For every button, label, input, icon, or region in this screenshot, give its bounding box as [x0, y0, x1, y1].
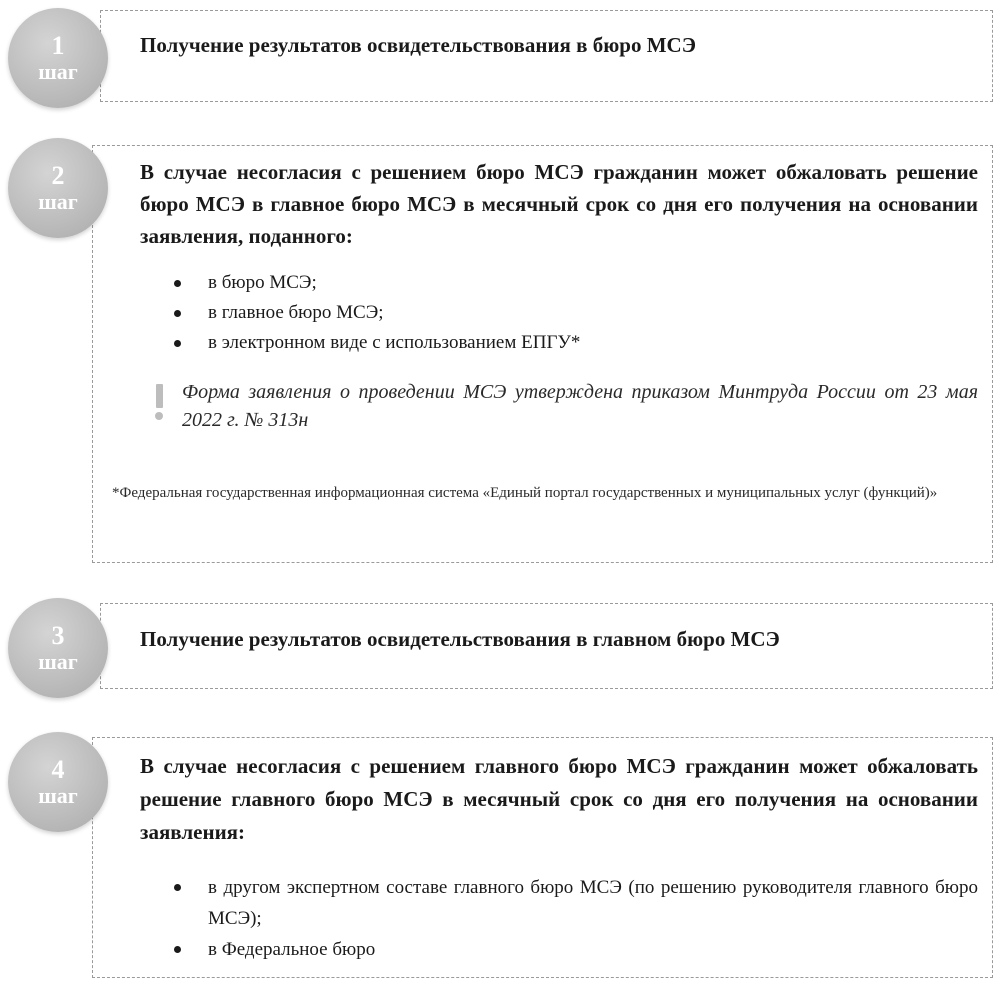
step-2-label: шаг: [38, 189, 78, 214]
step-3-title: Получение результатов освидетельствования в главном бюро МСЭ: [140, 627, 780, 651]
list-item: в электронном виде с использованием ЕПГУ*: [166, 328, 966, 358]
step-2-footnote: *Федеральная государственная информационная система «Единый портал государственных и муниципальных услуг (функций)»: [112, 485, 938, 501]
step-1-title: Получение результатов освидетельствования в бюро МСЭ: [140, 33, 696, 57]
step-2-bullet-list: [166, 268, 966, 358]
step-3-badge: [8, 598, 108, 698]
list-item: в Федеральное бюро: [166, 934, 978, 965]
step-2-text: В случае несогласия с решением бюро МСЭ гражданин может обжаловать решение бюро МСЭ в главное бюро МСЭ в месячный срок со дня его получения на основании заявления, поданного:: [140, 160, 978, 248]
step-4-bullet-list: [166, 872, 978, 965]
step-1-badge: [8, 8, 108, 108]
step-4-label: шаг: [38, 783, 78, 808]
step-4-number: 4: [51, 755, 65, 784]
list-item: в главное бюро МСЭ;: [166, 298, 966, 328]
step-1-label: шаг: [38, 59, 78, 84]
list-item: в бюро МСЭ;: [166, 268, 966, 298]
exclamation-icon: [154, 384, 164, 420]
step-1-number: 1: [51, 31, 65, 60]
list-item: в другом экспертном составе главного бюро МСЭ (по решению руководителя главного бюро МСЭ);: [166, 872, 978, 934]
step-2-badge: [8, 138, 108, 238]
step-3-number: 3: [51, 621, 65, 650]
step-4-text: В случае несогласия с решением главного бюро МСЭ гражданин может обжаловать решение главного бюро МСЭ в месячный срок со дня его получения на основании заявления:: [140, 754, 978, 844]
step-2-note: Форма заявления о проведении МСЭ утверждена приказом Минтруда России от 23 мая 2022 г. № 313н: [182, 381, 978, 431]
step-2-number: 2: [51, 161, 65, 190]
step-4-badge: [8, 732, 108, 832]
step-3-label: шаг: [38, 649, 78, 674]
